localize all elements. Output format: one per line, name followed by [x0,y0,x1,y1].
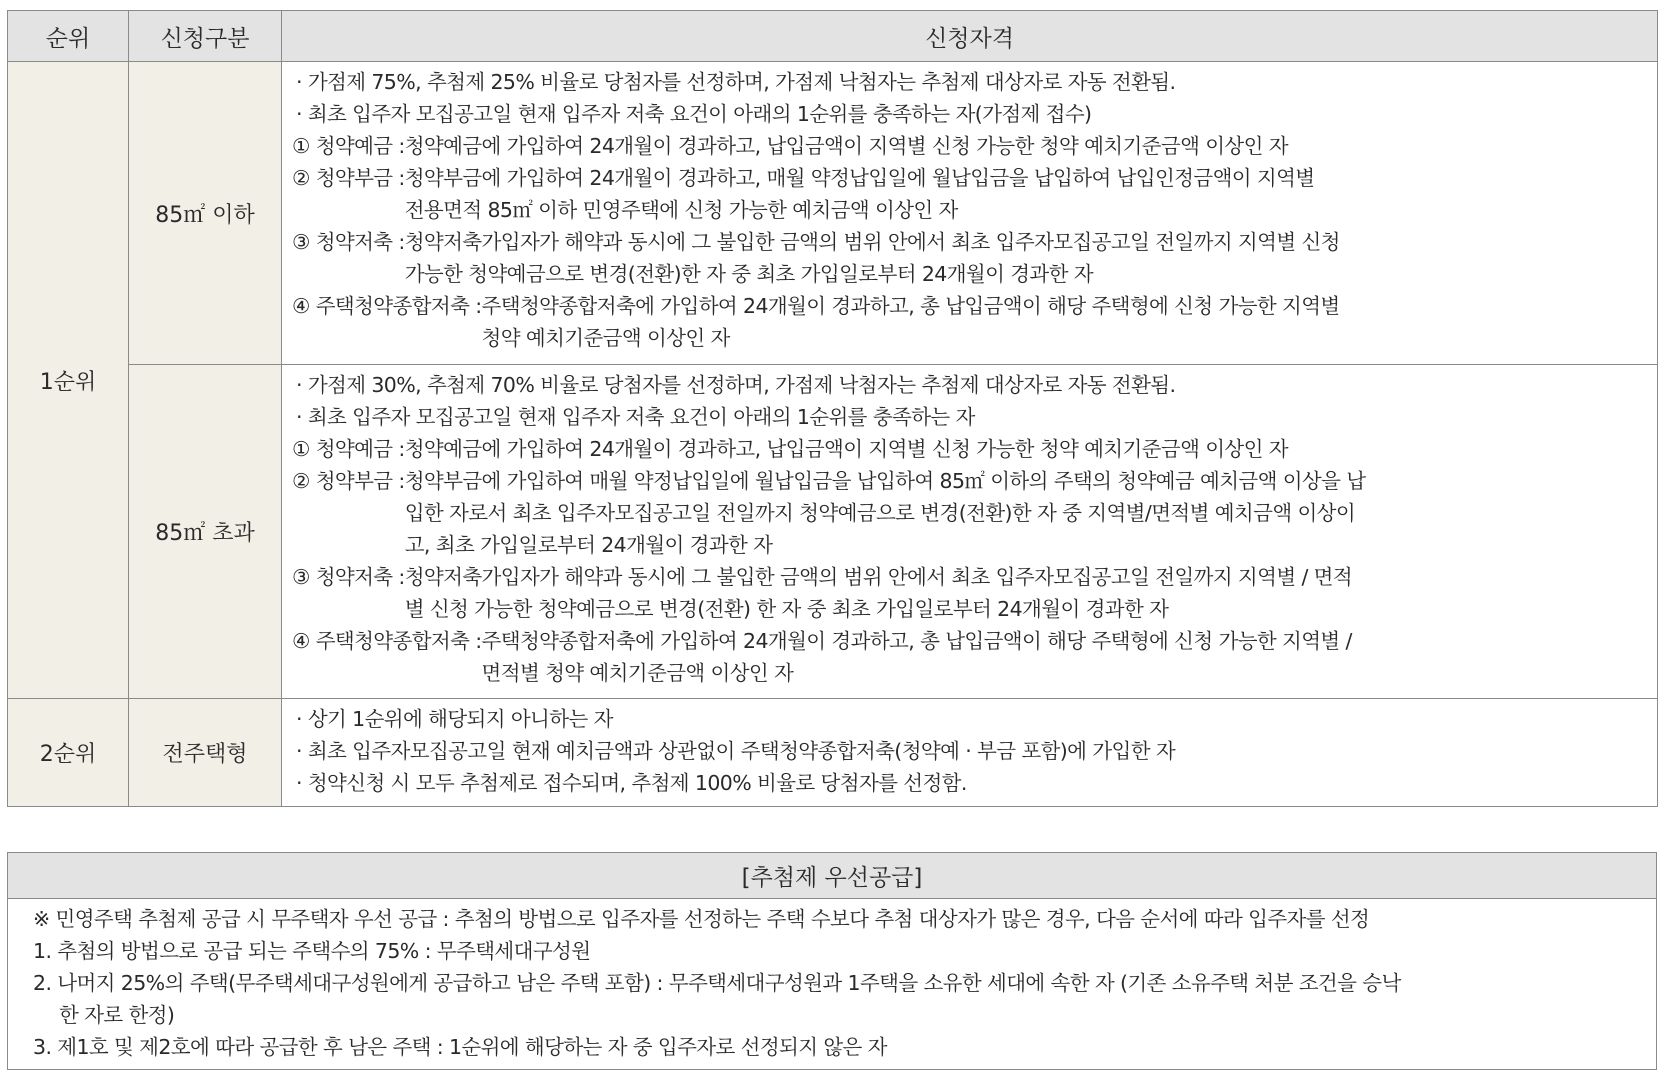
item-line: 고, 최초 가입일로부터 24개월이 경과한 자 [404,533,773,557]
priority-header: [추첨제 우선공급] [8,853,1657,899]
priority-line: 2. 나머지 25%의 주택(무주택세대구성원에게 공급하고 남은 주택 포함) : 무주택세대구성원과 1주택을 소유한 세대에 속한 자 (기존 소유주택 처분 조건을 승낙 [33,971,1401,995]
table-row [8,365,1658,699]
bullet-line: · 가점제 30%, 추첨제 70% 비율로 당첨자를 선정하며, 가점제 낙첨자는 추첨제 대상자로 자동 전환됨. [296,373,1176,397]
bullet-line: · 가점제 75%, 추첨제 25% 비율로 당첨자를 선정하며, 가점제 낙첨자는 추첨제 대상자로 자동 전환됨. [296,70,1176,94]
bullet-line: · 최초 입주자 모집공고일 현재 입주자 저축 요건이 아래의 1순위를 충족하는 자(가점제 접수) [296,102,1092,126]
header-rank: 순위 [8,11,129,62]
header-category: 신청구분 [129,11,282,62]
item-line: 청약저축가입자가 해약과 동시에 그 불입한 금액의 범위 안에서 최초 입주자모집공고일 전일까지 지역별 신청 [404,230,1340,254]
numbered-item [292,561,1649,625]
table-row [8,699,1658,807]
item-lead: ④ 주택청약종합저축 : [292,294,482,318]
rank-1-cell: 1순위 [8,62,129,699]
category-cell: 85㎡ 이하 [129,62,282,365]
priority-line: 한 자로 한정) [59,1003,175,1027]
header-qualification: 신청자격 [282,11,1658,62]
category-cell: 전주택형 [129,699,282,807]
table-row [8,899,1657,1070]
item-line: 청약예금에 가입하여 24개월이 경과하고, 납입금액이 지역별 신청 가능한 청약 예치기준금액 이상인 자 [404,134,1288,158]
rank-2-cell: 2순위 [8,699,129,807]
item-line: 청약저축가입자가 해약과 동시에 그 불입한 금액의 범위 안에서 최초 입주자모집공고일 전일까지 지역별 / 면적 [404,565,1353,589]
item-line: 청약부금에 가입하여 매월 약정납입일에 월납입금을 납입하여 85㎡ 이하의 주택의 청약예금 예치금액 이상을 납 [404,469,1366,493]
item-line: 주택청약종합저축에 가입하여 24개월이 경과하고, 총 납입금액이 해당 주택형에 신청 가능한 지역별 [481,294,1340,318]
numbered-item [292,625,1649,689]
item-lead: ③ 청약저축 : [292,230,405,254]
item-lead: ② 청약부금 : [292,166,405,190]
item-lead: ② 청약부금 : [292,469,405,493]
priority-line: 3. 제1호 및 제2호에 따라 공급한 후 남은 주택 : 1순위에 해당하는 자 중 입주자로 선정되지 않은 자 [33,1035,887,1059]
bullet-line: · 최초 입주자 모집공고일 현재 입주자 저축 요건이 아래의 1순위를 충족하는 자 [296,405,975,429]
item-line: 가능한 청약예금으로 변경(전환)한 자 중 최초 가입일로부터 24개월이 경과한 자 [404,262,1093,286]
table-header-row [8,853,1657,899]
priority-content-cell [8,899,1657,1070]
table-header-row [8,11,1658,62]
numbered-item [292,226,1649,290]
category-cell: 85㎡ 초과 [129,365,282,699]
item-lead: ③ 청약저축 : [292,565,405,589]
item-line: 면적별 청약 예치기준금액 이상인 자 [481,661,794,685]
numbered-item [292,433,1649,465]
numbered-item [292,162,1649,226]
item-line: 별 신청 가능한 청약예금으로 변경(전환) 한 자 중 최초 가입일로부터 24개월이 경과한 자 [404,597,1169,621]
item-line: 청약예금에 가입하여 24개월이 경과하고, 납입금액이 지역별 신청 가능한 청약 예치기준금액 이상인 자 [404,437,1288,461]
bullet-line: · 최초 입주자모집공고일 현재 예치금액과 상관없이 주택청약종합저축(청약예 · 부금 포함)에 가입한 자 [296,739,1176,763]
item-line: 전용면적 85㎡ 이하 민영주택에 신청 가능한 예치금액 이상인 자 [404,198,958,222]
item-line: 청약 예치기준금액 이상인 자 [481,326,730,350]
priority-line: ※ 민영주택 추첨제 공급 시 무주택자 우선 공급 : 추첨의 방법으로 입주자를 선정하는 주택 수보다 추첨 대상자가 많은 경우, 다음 순서에 따라 입주자를 선정 [33,907,1370,931]
item-line: 주택청약종합저축에 가입하여 24개월이 경과하고, 총 납입금액이 해당 주택형에 신청 가능한 지역별 / [481,629,1352,653]
table-row [8,62,1658,365]
qualification-cell [282,62,1658,365]
bullet-line: · 상기 1순위에 해당되지 아니하는 자 [296,707,613,731]
numbered-item [292,130,1649,162]
numbered-item [292,465,1649,561]
item-lead: ① 청약예금 : [292,134,405,158]
numbered-item [292,290,1649,354]
item-line: 입한 자로서 최초 입주자모집공고일 전일까지 청약예금으로 변경(전환)한 자 중 지역별/면적별 예치금액 이상이 [404,501,1356,525]
bullet-line: · 청약신청 시 모두 추첨제로 접수되며, 추첨제 100% 비율로 당첨자를 선정함. [296,771,967,795]
eligibility-table [7,10,1658,807]
priority-line: 1. 추첨의 방법으로 공급 되는 주택수의 75% : 무주택세대구성원 [33,939,591,963]
priority-supply-table [7,852,1657,1070]
item-line: 청약부금에 가입하여 24개월이 경과하고, 매월 약정납입일에 월납입금을 납입하여 납입인정금액이 지역별 [404,166,1315,190]
qualification-cell [282,365,1658,699]
qualification-cell [282,699,1658,807]
item-lead: ① 청약예금 : [292,437,405,461]
item-lead: ④ 주택청약종합저축 : [292,629,482,653]
